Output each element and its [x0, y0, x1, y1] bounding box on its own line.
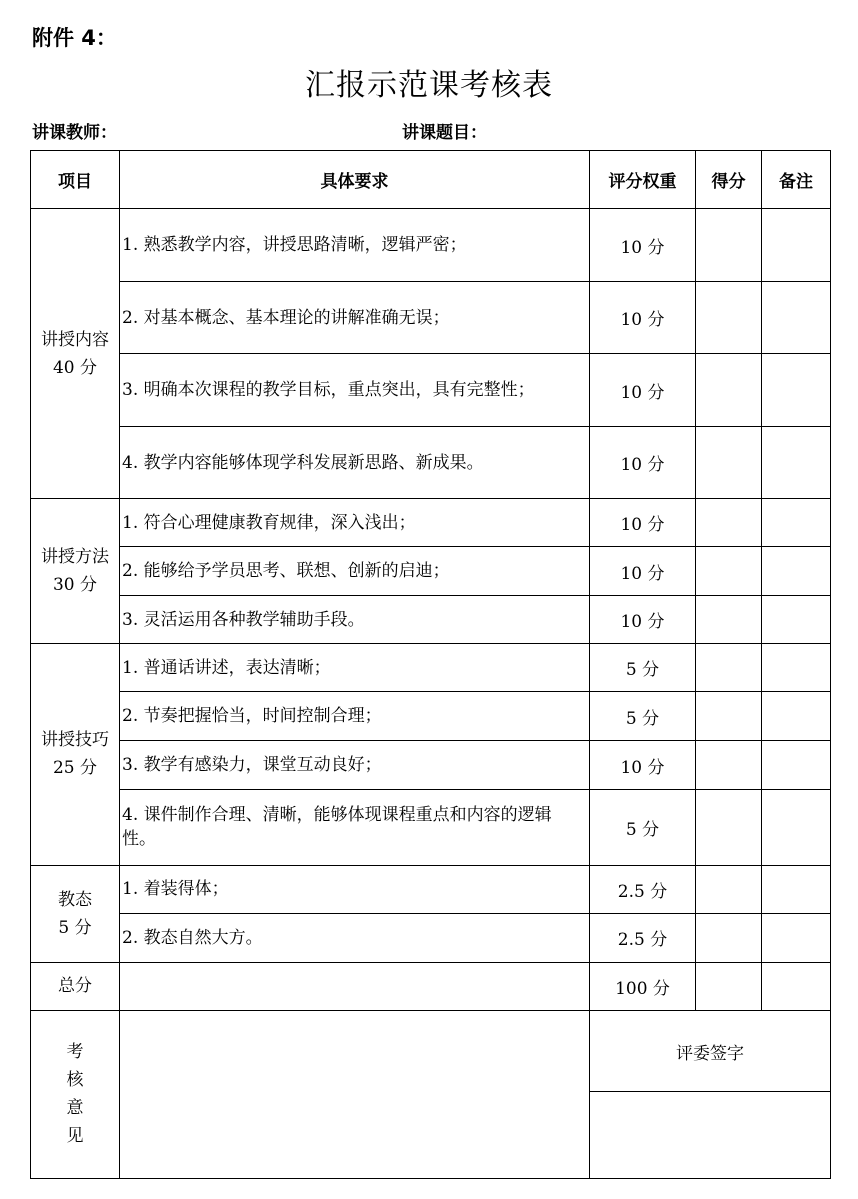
category-cell — [31, 644, 120, 865]
weight-cell: 2.5 分 — [590, 913, 696, 962]
table-row — [31, 913, 831, 962]
remark-cell[interactable] — [762, 596, 831, 644]
weight-cell: 10 分 — [590, 547, 696, 596]
table-row — [31, 499, 831, 547]
table-row — [31, 644, 831, 692]
requirement-cell: 1. 符合心理健康教育规律，深入浅出； — [120, 499, 590, 547]
remark-cell[interactable] — [762, 282, 831, 354]
score-cell[interactable] — [696, 644, 762, 692]
category-cell — [31, 209, 120, 499]
remark-cell[interactable] — [762, 789, 831, 865]
weight-cell: 5 分 — [590, 692, 696, 741]
remark-cell[interactable] — [762, 427, 831, 499]
score-cell[interactable] — [696, 692, 762, 741]
score-cell[interactable] — [696, 741, 762, 789]
weight-cell: 10 分 — [590, 427, 696, 499]
weight-cell: 10 分 — [590, 354, 696, 427]
score-cell[interactable] — [696, 547, 762, 596]
requirement-cell: 4. 教学内容能够体现学科发展新思路、新成果。 — [120, 427, 590, 499]
assessment-table — [30, 150, 831, 1179]
col-header-score: 得分 — [696, 151, 762, 209]
total-score-cell[interactable] — [696, 962, 762, 1010]
remark-cell[interactable] — [762, 865, 831, 913]
category-name: 讲授方法 — [41, 547, 109, 568]
table-row — [31, 596, 831, 644]
category-name: 讲授内容 — [41, 329, 109, 350]
header-row — [31, 151, 831, 209]
score-cell[interactable] — [696, 354, 762, 427]
weight-cell: 10 分 — [590, 282, 696, 354]
score-cell[interactable] — [696, 865, 762, 913]
remark-cell[interactable] — [762, 913, 831, 962]
table-row — [31, 741, 831, 789]
score-cell[interactable] — [696, 596, 762, 644]
teacher-label: 讲课教师： — [32, 123, 117, 143]
score-cell[interactable] — [696, 209, 762, 282]
col-header-item: 项目 — [31, 151, 120, 209]
remark-cell[interactable] — [762, 499, 831, 547]
table-row — [31, 209, 831, 282]
table-row — [31, 354, 831, 427]
total-weight: 100 分 — [590, 962, 696, 1010]
weight-cell: 10 分 — [590, 596, 696, 644]
requirement-cell: 2. 对基本概念、基本理论的讲解准确无误； — [120, 282, 590, 354]
requirement-cell: 3. 明确本次课程的教学目标，重点突出，具有完整性； — [120, 354, 590, 427]
category-name: 教态 — [58, 889, 92, 910]
col-header-requirement: 具体要求 — [120, 151, 590, 209]
remark-cell[interactable] — [762, 209, 831, 282]
remark-cell[interactable] — [762, 354, 831, 427]
category-name: 讲授技巧 — [41, 730, 109, 751]
requirement-cell: 3. 灵活运用各种教学辅助手段。 — [120, 596, 590, 644]
category-points: 30 分 — [52, 575, 98, 596]
weight-cell: 5 分 — [590, 644, 696, 692]
score-cell[interactable] — [696, 913, 762, 962]
category-cell — [31, 499, 120, 644]
remark-cell[interactable] — [762, 741, 831, 789]
signature-cell[interactable] — [590, 1091, 831, 1178]
total-remark-cell[interactable] — [762, 962, 831, 1010]
weight-cell: 10 分 — [590, 741, 696, 789]
remark-cell[interactable] — [762, 547, 831, 596]
opinion-label-char: 考 — [66, 1042, 84, 1063]
score-cell[interactable] — [696, 499, 762, 547]
category-points: 40 分 — [52, 357, 98, 378]
requirement-cell: 1. 着装得体； — [120, 865, 590, 913]
opinion-row — [31, 1010, 831, 1091]
requirement-cell: 3. 教学有感染力，课堂互动良好； — [120, 741, 590, 789]
score-cell[interactable] — [696, 427, 762, 499]
requirement-cell: 2. 教态自然大方。 — [120, 913, 590, 962]
opinion-label-char: 见 — [66, 1126, 84, 1147]
weight-cell: 5 分 — [590, 789, 696, 865]
col-header-weight: 评分权重 — [590, 151, 696, 209]
category-cell — [31, 865, 120, 962]
opinion-content-cell[interactable] — [120, 1010, 590, 1178]
requirement-cell: 4. 课件制作合理、清晰，能够体现课程重点和内容的逻辑性。 — [120, 789, 590, 865]
signature-label: 评委签字 — [590, 1010, 831, 1091]
topic-label: 讲课题目： — [402, 123, 487, 143]
col-header-remark: 备注 — [762, 151, 831, 209]
opinion-label-char: 意 — [66, 1098, 84, 1119]
weight-cell: 2.5 分 — [590, 865, 696, 913]
total-row — [31, 962, 831, 1010]
remark-cell[interactable] — [762, 692, 831, 741]
opinion-label-char: 核 — [66, 1070, 84, 1091]
total-blank-cell — [120, 962, 590, 1010]
table-row — [31, 427, 831, 499]
requirement-cell: 1. 熟悉教学内容，讲授思路清晰，逻辑严密； — [120, 209, 590, 282]
table-row — [31, 865, 831, 913]
table-row — [31, 789, 831, 865]
attachment-label: 附件 4： — [32, 26, 117, 50]
category-points: 5 分 — [58, 917, 92, 938]
total-label: 总分 — [31, 962, 120, 1010]
table-row — [31, 692, 831, 741]
weight-cell: 10 分 — [590, 499, 696, 547]
requirement-cell: 1. 普通话讲述，表达清晰； — [120, 644, 590, 692]
remark-cell[interactable] — [762, 644, 831, 692]
opinion-label — [31, 1010, 120, 1178]
page-title: 汇报示范课考核表 — [305, 68, 553, 103]
weight-cell: 10 分 — [590, 209, 696, 282]
requirement-cell: 2. 节奏把握恰当，时间控制合理； — [120, 692, 590, 741]
table-row — [31, 547, 831, 596]
requirement-cell: 2. 能够给予学员思考、联想、创新的启迪； — [120, 547, 590, 596]
category-points: 25 分 — [52, 758, 98, 779]
score-cell[interactable] — [696, 282, 762, 354]
score-cell[interactable] — [696, 789, 762, 865]
table-row — [31, 282, 831, 354]
